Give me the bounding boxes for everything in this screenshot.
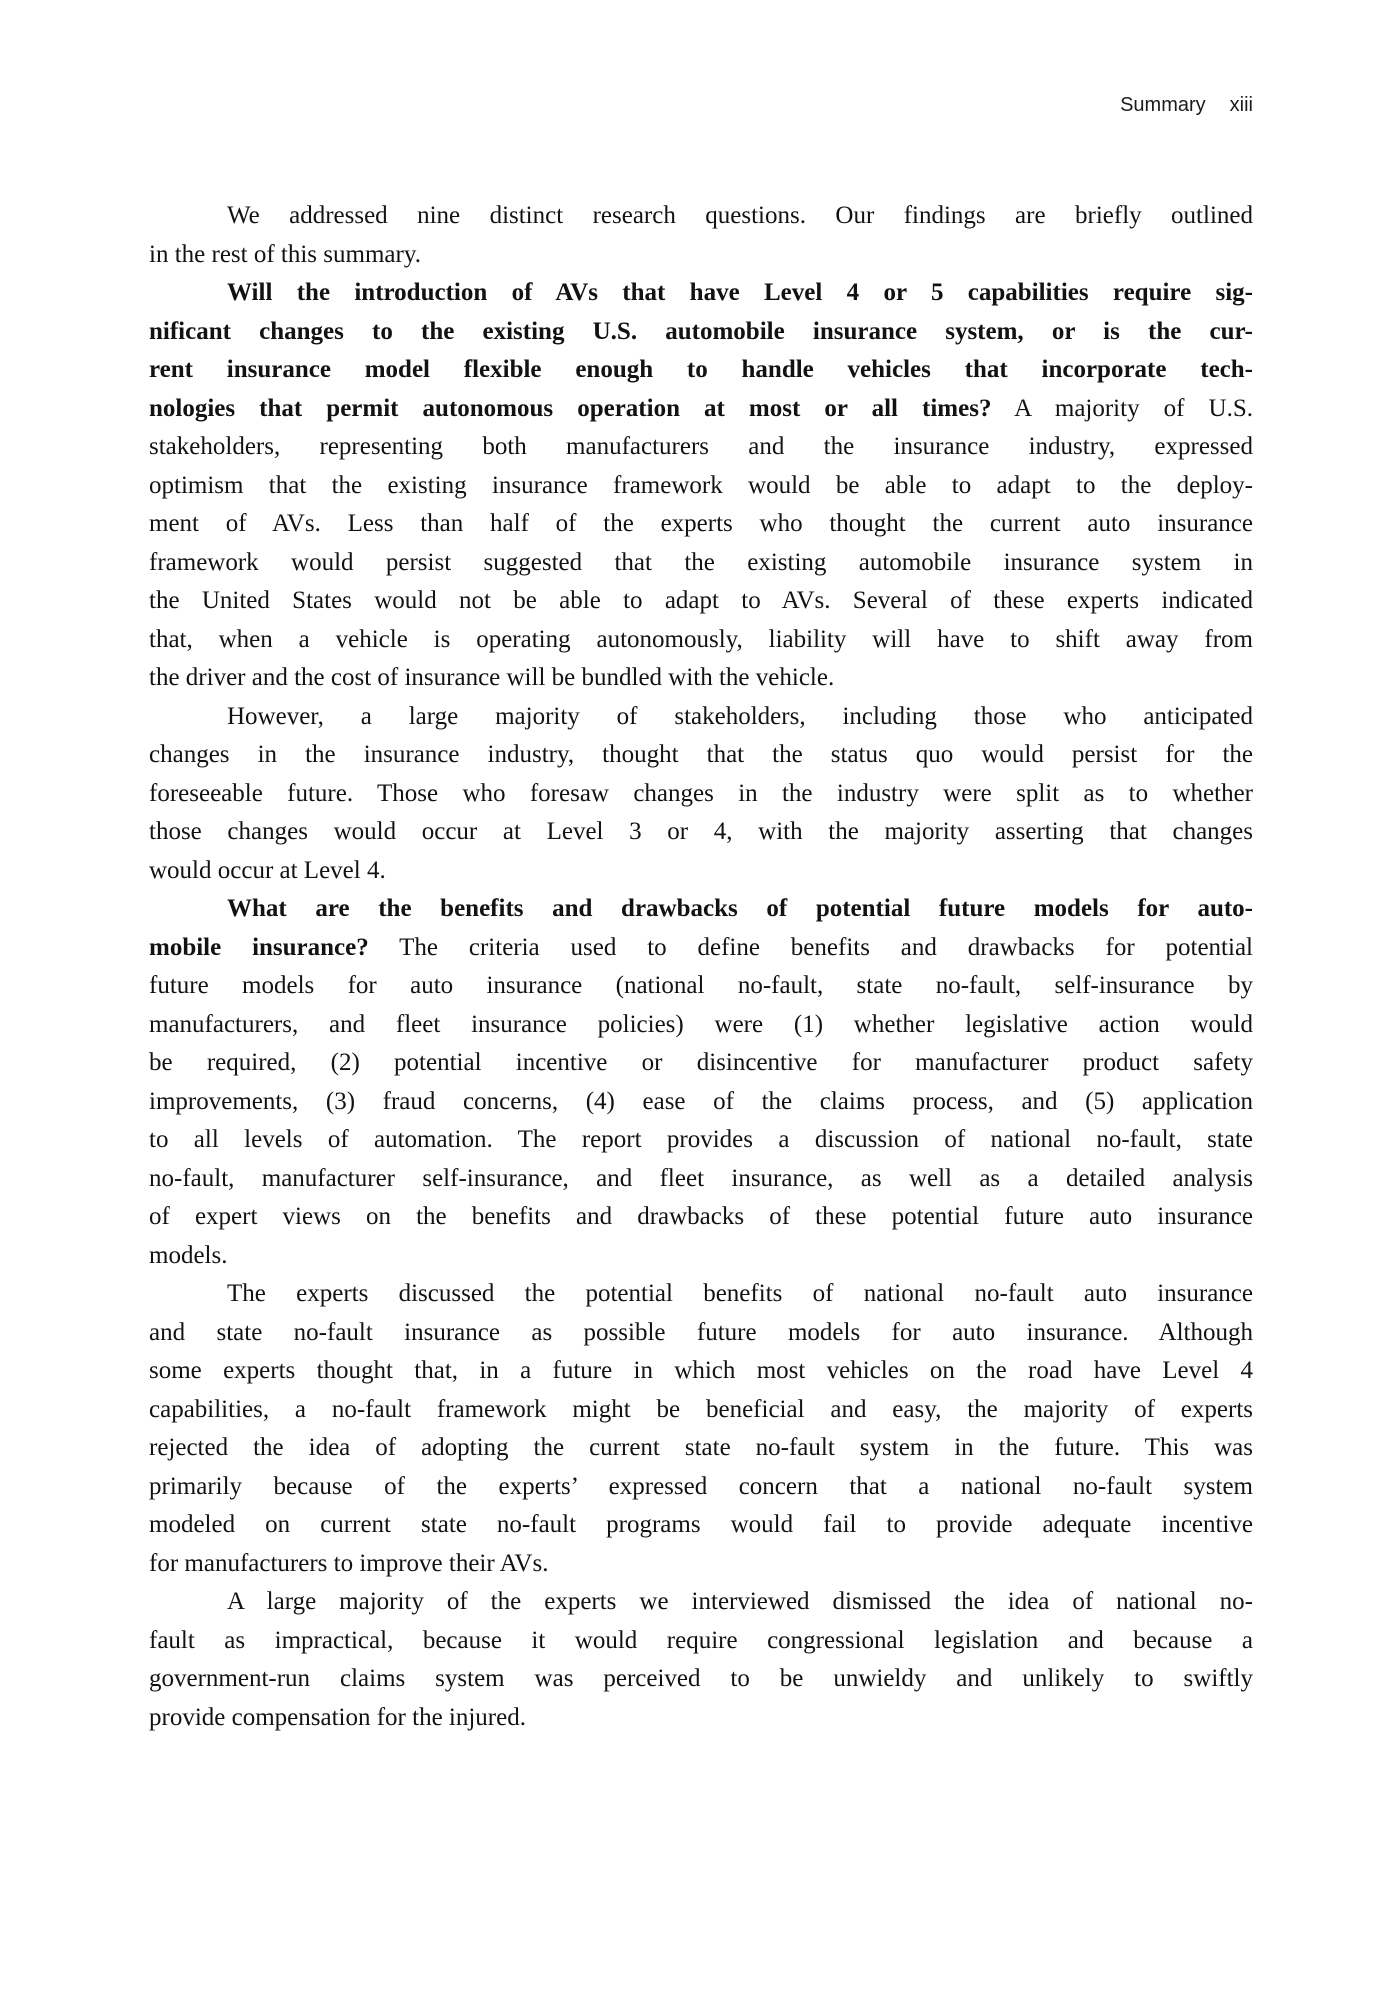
text-line	[149, 1198, 1253, 1237]
text-line	[149, 852, 1253, 891]
text-run: of expert views on the benefits and drawbacks of these potential future auto insurance	[149, 1203, 1253, 1230]
bold-text-run: nificant changes to the existing U.S. automobile insurance system, or is the cur-	[149, 317, 1253, 345]
text-line	[149, 505, 1253, 544]
text-run: stakeholders, representing both manufacturers and the insurance industry, expressed	[149, 433, 1253, 460]
text-line	[149, 813, 1253, 852]
text-line	[149, 1506, 1253, 1545]
text-run: foreseeable future. Those who foresaw changes in the industry were split as to whether	[149, 779, 1253, 807]
text-run: to all levels of automation. The report provides a discussion of national no-fault, state	[149, 1126, 1253, 1153]
bold-text-run: What are the benefits and drawbacks of potential future models for auto-	[227, 895, 1253, 922]
text-run: rejected the idea of adopting the current state no-fault system in the future. This was	[149, 1434, 1253, 1461]
paragraph	[149, 197, 1253, 274]
text-run: some experts thought that, in a future in which most vehicles on the road have Level 4	[149, 1357, 1253, 1384]
text-run: fault as impractical, because it would require congressional legislation and because a	[149, 1626, 1253, 1654]
text-run: ment of AVs. Less than half of the experts who thought the current auto insurance	[149, 510, 1253, 537]
text-line	[149, 1583, 1253, 1622]
text-line	[149, 428, 1253, 467]
paragraph	[149, 1583, 1253, 1737]
text-line	[149, 582, 1253, 621]
text-run: The criteria used to define benefits and drawbacks for potential	[368, 933, 1253, 961]
text-line	[149, 736, 1253, 775]
text-line	[149, 1314, 1253, 1353]
text-line	[149, 274, 1253, 313]
text-run: capabilities, a no-fault framework might be beneficial and easy, the majority of experts	[149, 1395, 1253, 1423]
text-line	[149, 351, 1253, 390]
text-run: A majority of U.S.	[991, 394, 1253, 422]
text-line	[149, 467, 1253, 506]
text-line	[149, 1044, 1253, 1083]
text-line	[149, 1622, 1253, 1661]
text-line	[149, 967, 1253, 1006]
text-line	[149, 197, 1253, 236]
text-line	[149, 1468, 1253, 1507]
text-run: the United States would not be able to adapt to AVs. Several of these experts indicated	[149, 587, 1253, 614]
paragraph	[149, 890, 1253, 1275]
text-run: provide compensation for the injured.	[149, 1703, 526, 1731]
text-run: that, when a vehicle is operating autonomously, liability will have to shift away from	[149, 625, 1253, 653]
text-line	[149, 890, 1253, 929]
bold-text-run: mobile insurance?	[149, 933, 369, 961]
text-run: changes in the insurance industry, thought that the status quo would persist for the	[149, 741, 1253, 768]
bold-text-run: Will the introduction of AVs that have Level 4 or 5 capabilities require sig-	[227, 279, 1253, 306]
text-line	[149, 698, 1253, 737]
text-line	[149, 390, 1253, 429]
text-run: modeled on current state no-fault programs would fail to provide adequate incentive	[149, 1511, 1253, 1538]
text-run: and state no-fault insurance as possible future models for auto insurance. Although	[149, 1318, 1253, 1346]
text-line	[149, 313, 1253, 352]
text-run: optimism that the existing insurance framework would be able to adapt to the deploy-	[149, 471, 1253, 499]
text-line	[149, 775, 1253, 814]
text-line	[149, 1160, 1253, 1199]
text-run: models.	[149, 1241, 228, 1269]
text-run: those changes would occur at Level 3 or 4, with the majority asserting that changes	[149, 818, 1253, 845]
text-run: would occur at Level 4.	[149, 856, 386, 884]
text-run: government-run claims system was perceived to be unwieldy and unlikely to swiftly	[149, 1665, 1253, 1692]
text-line	[149, 1352, 1253, 1391]
text-run: be required, (2) potential incentive or disincentive for manufacturer product safety	[149, 1049, 1253, 1076]
bold-text-run: nologies that permit autonomous operation at most or all times?	[149, 394, 992, 422]
text-line	[149, 1699, 1253, 1738]
paragraph	[149, 698, 1253, 891]
bold-text-run: rent insurance model flexible enough to handle vehicles that incorporate tech-	[149, 356, 1253, 383]
text-line	[149, 1083, 1253, 1122]
text-line	[149, 1237, 1253, 1276]
text-run: manufacturers, and fleet insurance policies) were (1) whether legislative action would	[149, 1010, 1253, 1038]
text-run: primarily because of the experts’ expressed concern that a national no-fault system	[149, 1472, 1253, 1500]
text-run: for manufacturers to improve their AVs.	[149, 1549, 549, 1577]
text-run: We addressed nine distinct research questions. Our findings are briefly outlined	[227, 202, 1253, 229]
text-line	[149, 1545, 1253, 1584]
text-run: improvements, (3) fraud concerns, (4) ease of the claims process, and (5) application	[149, 1087, 1253, 1115]
text-run: The experts discussed the potential benefits of national no-fault auto insurance	[227, 1280, 1253, 1307]
text-line	[149, 659, 1253, 698]
text-line	[149, 544, 1253, 583]
text-run: framework would persist suggested that the existing automobile insurance system in	[149, 548, 1253, 576]
running-head	[149, 94, 1253, 117]
text-line	[149, 1275, 1253, 1314]
text-line	[149, 1121, 1253, 1160]
text-line	[149, 1391, 1253, 1430]
text-run: future models for auto insurance (national no-fault, state no-fault, self-insurance by	[149, 972, 1253, 999]
page-number: xiii	[1229, 94, 1253, 116]
text-run: the driver and the cost of insurance will be bundled with the vehicle.	[149, 664, 835, 691]
text-run: However, a large majority of stakeholders, including those who anticipated	[227, 702, 1253, 730]
text-run: A large majority of the experts we interviewed dismissed the idea of national no-	[227, 1588, 1253, 1615]
text-line	[149, 621, 1253, 660]
text-line	[149, 1006, 1253, 1045]
paragraph	[149, 274, 1253, 698]
text-run: in the rest of this summary.	[149, 240, 421, 268]
text-line	[149, 929, 1253, 968]
paragraph	[149, 1275, 1253, 1583]
running-head-section-title: Summary	[1120, 94, 1206, 116]
text-line	[149, 236, 1253, 275]
text-run: no-fault, manufacturer self-insurance, and fleet insurance, as well as a detailed analysis	[149, 1164, 1253, 1192]
text-block	[149, 197, 1253, 1737]
text-line	[149, 1429, 1253, 1468]
text-line	[149, 1660, 1253, 1699]
